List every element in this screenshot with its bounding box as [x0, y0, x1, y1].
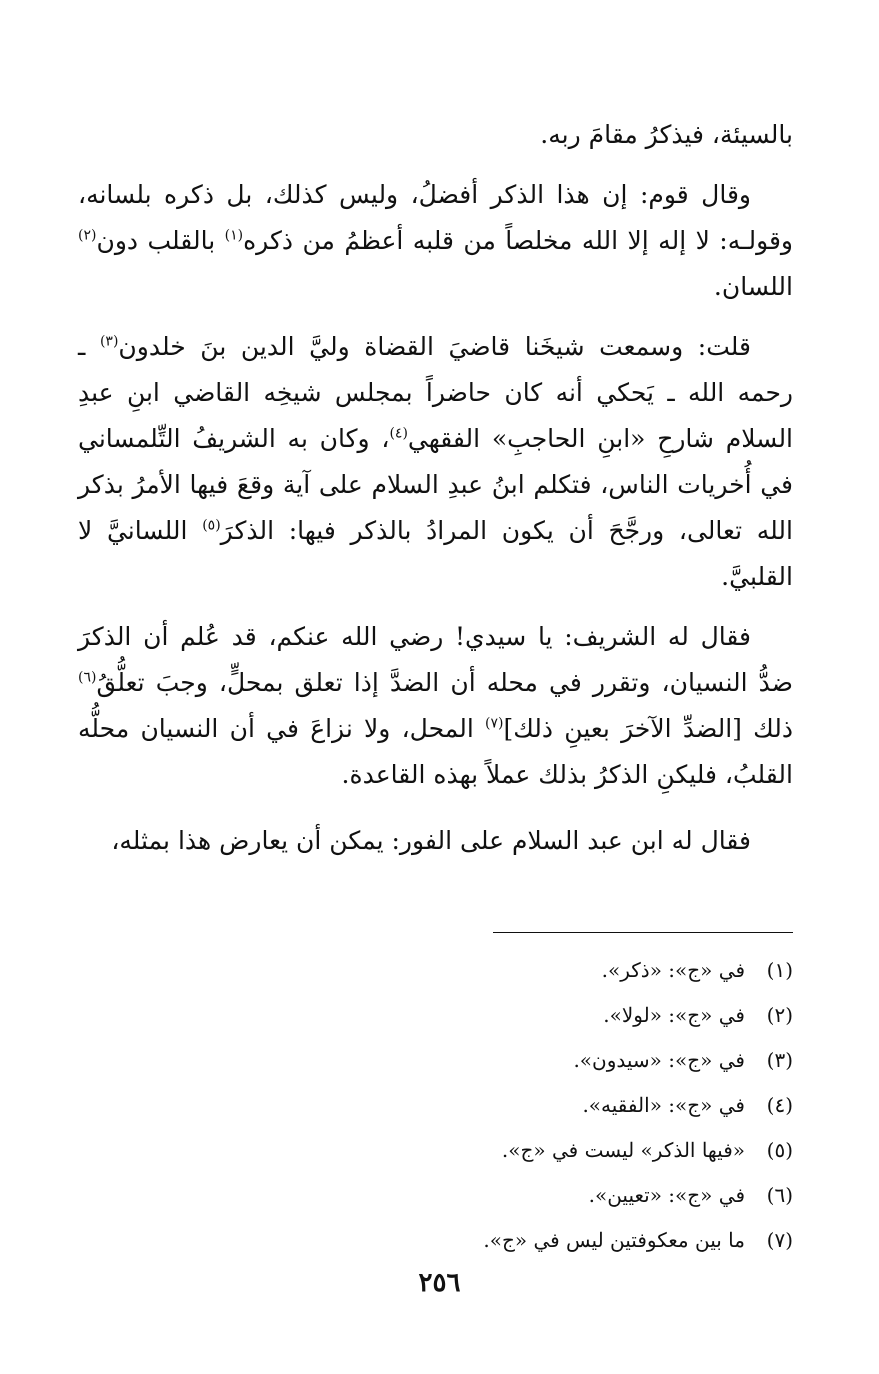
footnote-text: في «ج»: «الفقيه». — [582, 1093, 745, 1117]
footnote-divider — [493, 932, 793, 933]
paragraph-text: المحل، ولا نزاعَ في أن النسيان محلُّه القلبُ، فليكنِ الذكرُ بذلك عملاً بهذه القاعدة. — [78, 714, 793, 789]
footnote-number: (١) — [766, 958, 793, 982]
footnote-number: (٦) — [766, 1183, 793, 1207]
paragraph-text: قلت: وسمعت شيخَنا قاضيَ القضاة وليَّ الدين بنَ خلدون — [118, 332, 752, 361]
page-number: ٢٥٦ — [418, 1268, 461, 1298]
paragraph-text: فقال له الشريف: يا سيدي! رضي الله عنكم، قد عُلم أن الذكرَ ضدُّ النسيان، وتقرر في محله أن الضدَّ إذا تعلق بمحلٍّ، وجبَ تعلُّقُ — [78, 622, 793, 697]
paragraph-text: ـ رحمه الله ـ يَحكي أنه كان حاضراً بمجلس شيخِه القاضي ابنِ عبدِ السلام شارحِ «ابنِ الحاجبِ» الفقهي — [78, 332, 794, 453]
paragraph-3 — [78, 324, 793, 600]
footnote-item — [373, 1173, 793, 1218]
footnote-item — [373, 1128, 793, 1173]
footnote-marker[interactable]: (٥) — [202, 517, 221, 534]
paragraph-4 — [78, 614, 793, 798]
footnote-item — [373, 1218, 793, 1263]
paragraph-1 — [78, 112, 793, 158]
footnote-marker[interactable]: (٣) — [99, 333, 119, 350]
footnote-text: في «ج»: «تعيين». — [588, 1183, 745, 1207]
footnote-item — [373, 1083, 793, 1128]
paragraph-text: اللسان. — [713, 272, 793, 301]
footnote-number: (٥) — [766, 1138, 793, 1162]
footnotes-list — [373, 948, 793, 1263]
paragraph-2 — [78, 172, 793, 310]
main-text — [78, 112, 793, 864]
paragraph-text: ، وكان به الشريفُ التِّلمساني في أُخريات الناس، فتكلم ابنُ عبدِ السلام على آية وقعَ فيها الأمرُ بذكر الله تعالى، ورجَّحَ أن يكون المرادُ بالذكر فيها: الذكرَ — [78, 424, 793, 545]
footnote-item — [373, 993, 793, 1038]
footnote-text: ما بين معكوفتين ليس في «ج». — [483, 1228, 745, 1252]
footnote-text: في «ج»: «لولا». — [603, 1003, 745, 1027]
footnote-text: في «ج»: «ذكر». — [601, 958, 745, 982]
paragraph-text: بالسيئة، فيذكرُ مقامَ ربه. — [540, 120, 793, 149]
paragraph-5 — [78, 818, 793, 864]
footnote-marker[interactable]: (١) — [224, 227, 244, 244]
footnote-number: (٤) — [766, 1093, 793, 1117]
footnote-marker[interactable]: (٤) — [389, 425, 408, 442]
footnote-text: «فيها الذكر» ليست في «ج». — [501, 1138, 745, 1162]
paragraph-text: فقال له ابن عبد السلام على الفور: يمكن أن يعارض هذا بمثله، — [111, 826, 751, 855]
footnote-marker[interactable]: (٢) — [78, 227, 97, 244]
paragraph-text: ذلك [الضدِّ الآخرَ بعينِ ذلك] — [503, 714, 793, 743]
footnote-number: (٣) — [766, 1048, 793, 1072]
footnote-number: (٧) — [766, 1228, 793, 1252]
footnote-item — [373, 948, 793, 993]
footnote-text: في «ج»: «سيدون». — [573, 1048, 745, 1072]
paragraph-text: اللسانيَّ لا القلبيَّ. — [78, 516, 793, 591]
footnote-marker[interactable]: (٧) — [485, 715, 504, 732]
footnote-number: (٢) — [766, 1003, 793, 1027]
paragraph-text: بالقلب دون — [96, 226, 225, 255]
footnote-marker[interactable]: (٦) — [78, 669, 97, 686]
paragraph-text: وقال قوم: إن هذا الذكر أفضلُ، وليس كذلك، بل ذكره بلسانه، وقولـه: لا إله إلا الله مخلصاً من قلبه أعظمُ من ذكره — [78, 180, 794, 255]
footnote-item — [373, 1038, 793, 1083]
